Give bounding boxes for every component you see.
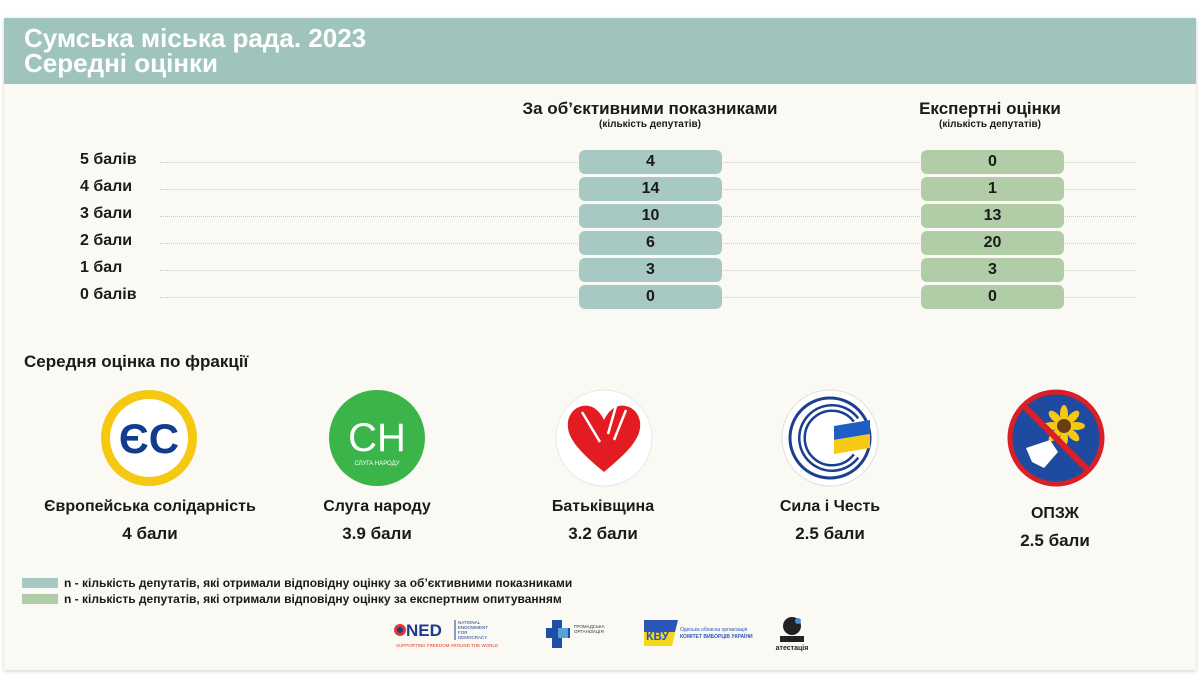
faction-name: Сила і Честь bbox=[779, 498, 881, 515]
faction-name: Слуга народу bbox=[323, 498, 431, 515]
expert-count-cell: 0 bbox=[921, 150, 1064, 174]
row-label: 4 бали bbox=[80, 178, 133, 195]
page-title: Сумська міська рада. 2023 bbox=[24, 23, 367, 53]
objective-count-cell: 6 bbox=[579, 231, 722, 255]
row-label: 5 балів bbox=[80, 151, 137, 168]
atestatsiia-logo bbox=[772, 614, 812, 652]
objective-count-cell: 10 bbox=[579, 204, 722, 228]
objective-count-cell: 4 bbox=[579, 150, 722, 174]
heart-party-logo-icon bbox=[556, 390, 652, 486]
faction-score: 3.2 бали bbox=[568, 524, 638, 543]
expert-count-cell: 20 bbox=[921, 231, 1064, 255]
faction-es bbox=[20, 497, 280, 545]
sn-party-logo-icon bbox=[329, 390, 425, 486]
objective-column-subtitle: (кількість депутатів) bbox=[598, 119, 702, 130]
page-subtitle: Середні оцінки bbox=[24, 48, 219, 78]
ned-logo bbox=[392, 616, 502, 650]
atestatsiia-wordmark: атестація bbox=[775, 645, 809, 652]
row-label: 2 бали bbox=[80, 232, 133, 249]
sila-i-chest-logo-icon bbox=[782, 390, 878, 486]
row-label: 0 балів bbox=[80, 286, 137, 303]
expert-column-header bbox=[860, 99, 1120, 131]
expert-count-cell: 3 bbox=[921, 258, 1064, 282]
legend-expert-swatch bbox=[22, 594, 58, 604]
kvu-logo bbox=[642, 616, 753, 650]
legend-expert bbox=[22, 592, 562, 606]
faction-opzzh bbox=[955, 504, 1155, 552]
faction-name: Європейська солідарність bbox=[44, 498, 256, 515]
faction-sn bbox=[277, 497, 477, 545]
svg-text:DEMOCRACY: DEMOCRACY bbox=[458, 635, 488, 640]
row-label: 1 бал bbox=[80, 259, 123, 276]
faction-name: ОПЗЖ bbox=[1030, 505, 1080, 522]
svg-text:ОРГАНІЗАЦІЯ: ОРГАНІЗАЦІЯ bbox=[574, 629, 604, 634]
faction-score: 4 бали bbox=[122, 524, 178, 543]
hromadska-org-logo bbox=[544, 614, 604, 652]
svg-text:ГРОМАДСЬКА: ГРОМАДСЬКА bbox=[574, 624, 605, 629]
objective-count-cell: 14 bbox=[579, 177, 722, 201]
sn-logo-subtext: СЛУГА НАРОДУ bbox=[354, 461, 400, 467]
expert-count-cell: 13 bbox=[921, 204, 1064, 228]
objective-count-cell: 0 bbox=[579, 285, 722, 309]
opzzh-crossed-logo-icon bbox=[1008, 390, 1104, 486]
legend-objective-text: n - кількість депутатів, які отримали відповідну оцінку за об’єктивними показниками bbox=[64, 576, 573, 590]
svg-text:SUPPORTING FREEDOM AROUND THE: SUPPORTING FREEDOM AROUND THE WORLD bbox=[396, 643, 499, 648]
legend-objective bbox=[22, 576, 572, 590]
kvu-wordmark: КВУ bbox=[646, 629, 669, 643]
objective-column-header bbox=[500, 99, 800, 131]
faction-score: 2.5 бали bbox=[1020, 531, 1090, 550]
faction-score: 3.9 бали bbox=[342, 524, 412, 543]
es-logo-text: ЄС bbox=[118, 415, 180, 462]
legend-objective-swatch bbox=[22, 578, 58, 588]
es-party-logo-icon bbox=[101, 390, 197, 486]
svg-text:FOR: FOR bbox=[458, 630, 468, 635]
svg-text:ENDOWMENT: ENDOWMENT bbox=[458, 625, 488, 630]
expert-count-cell: 0 bbox=[921, 285, 1064, 309]
svg-text:Одеська обласна організація: Одеська обласна організація bbox=[680, 627, 748, 633]
expert-count-cell: 1 bbox=[921, 177, 1064, 201]
legend-expert-text: n - кількість депутатів, які отримали відповідну оцінку за експертним опитуванням bbox=[64, 592, 562, 606]
sn-logo-text: СН bbox=[348, 416, 406, 460]
factions-section-title: Середня оцінка по фракції bbox=[24, 352, 249, 371]
svg-text:NATIONAL: NATIONAL bbox=[458, 620, 481, 625]
faction-score: 2.5 бали bbox=[795, 524, 865, 543]
svg-text:КОМІТЕТ ВИБОРЦІВ УКРАЇНИ: КОМІТЕТ ВИБОРЦІВ УКРАЇНИ bbox=[680, 634, 753, 640]
ned-wordmark: NED bbox=[406, 621, 442, 640]
objective-count-cell: 3 bbox=[579, 258, 722, 282]
faction-sila-i-chest bbox=[730, 497, 930, 545]
expert-column-subtitle: (кількість депутатів) bbox=[938, 119, 1042, 130]
faction-batkivshchyna bbox=[503, 497, 703, 545]
faction-name: Батьківщина bbox=[551, 498, 655, 515]
expert-column-title: Експертні оцінки bbox=[919, 99, 1061, 118]
objective-column-title: За об’єктивними показниками bbox=[522, 99, 778, 118]
header-banner bbox=[4, 18, 1196, 84]
row-label: 3 бали bbox=[80, 205, 133, 222]
